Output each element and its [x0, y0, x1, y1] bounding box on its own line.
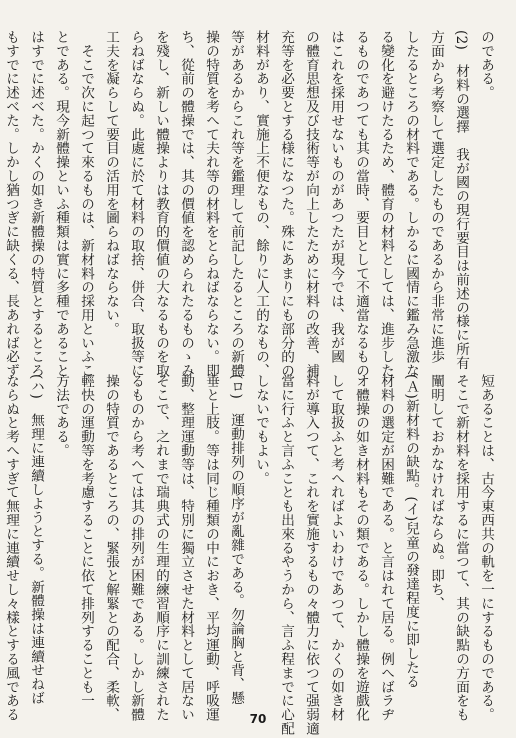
text-line: 闡明しておかなければならぬ。即ち、: [428, 374, 444, 611]
text-line: そこで新材料を採用するに當つて、其の缺點の方面をも: [453, 374, 469, 722]
text-line: らねばならぬ。此處に於て材料の取捨、併合、取扱等に: [128, 30, 144, 378]
text-line: ち、從前の體操では、其の價値を認められたるものゝみ: [178, 30, 194, 378]
text-line: 動、整理運動等は、特別に獨立させた材料として居ない: [178, 374, 194, 722]
upper-text-block: [3, 30, 498, 378]
text-line: もすでに述べた。しかし猶つぎに缺くる、長あれば必ず: [3, 30, 19, 378]
text-line: 材料があり、實施上不便なもの、餘りに人工的なもの、: [253, 30, 269, 378]
text-line: 工夫を凝らして要目の活用を圖らねばならない。: [103, 30, 119, 336]
text-line: ならぬと考へすぎて無理に連續せし々樣とする風である: [3, 374, 19, 722]
text-line: 方法である。: [53, 374, 69, 458]
text-line: る變化を避けたるため、體育の材料としては、進步した: [378, 30, 394, 378]
text-line: はこれを採用せないものがあつたが現今では、我が國: [328, 30, 344, 364]
text-line: (ロ) 運動排列の順序が亂雜である。勿論胸と背、懸: [228, 374, 244, 705]
text-line: とである。現今新體操といふ種類は實に多種であること: [53, 30, 69, 378]
text-line: 當に行ふと言ふことも出來るやうから、言ふ程までに心配: [278, 374, 294, 736]
text-line: はすでに述べた。かくの如き新體操の特質とするところ: [28, 30, 44, 378]
text-line: を殘し、新しい體操よりは教育的價値の大なるものを取: [153, 30, 169, 378]
text-line: 材料の選定が困難である。と言はれて居る。例へばラヂ: [378, 374, 394, 722]
text-line: して取扱ふと考へればよいわけであつて、かくの如き材: [328, 374, 344, 722]
text-line: そこで次に起つて來るものは、新材料の採用といふこ: [78, 30, 94, 378]
text-line: オ體操の如き材料もその類である。しかし體操を遊戲化: [353, 374, 369, 722]
text-line: そこで、之れまで瑞典式の生理的練習順序に訓練された: [153, 374, 169, 722]
text-line: しないでもよい。: [253, 374, 269, 486]
text-line: 垂と上肢。等は同じ種類の中におき、平均運動、呼吸運: [203, 374, 219, 722]
text-line: 短あることは、古今東西共の軌を一にするものである。: [478, 374, 494, 722]
text-line: るものから考へては其の排列が困難である。しかし新體: [128, 374, 144, 722]
text-line: 充等を必要とする様になつた。殊にあまりにも部分的の: [278, 30, 294, 378]
page-number: 70: [249, 712, 267, 726]
text-line: 等があるからこれ等を鑑理して前記したるところの新體: [228, 30, 244, 378]
text-line: 輕快の運動等を考慮することに依て排列することも一: [78, 374, 94, 708]
text-line: るものであつても其の當時、要目として不適當なるもの: [353, 30, 369, 378]
text-line: のである。: [478, 30, 494, 100]
text-line: 料が導入つて、これを實施するもの々體力に依つて强弱適: [303, 374, 319, 736]
text-line: 方面から考察して選定したものであるから非常に進歩: [428, 30, 444, 364]
text-line: 操の特質を考へて夫れ等の材料をとらねばならない。即: [203, 30, 219, 378]
text-line: (ハ) 無理に連續しようとする。新體操は連續せねば: [28, 374, 44, 705]
text-line: (Ａ)新材料の缺點。(イ)兒童の發達程度に即したる: [403, 374, 419, 689]
text-line: したるところの材料である。しかるに國情に鑑み急激な: [403, 30, 419, 378]
text-line: 操の特質であるところの、緊張と解緊との配合、柔軟、: [103, 374, 119, 722]
text-line: の體育思想及び技術等が向上したために材料の改善、補: [303, 30, 319, 378]
text-line: (2) 材料の選擇 我が國の現行要目は前述の様に所有: [453, 30, 469, 370]
